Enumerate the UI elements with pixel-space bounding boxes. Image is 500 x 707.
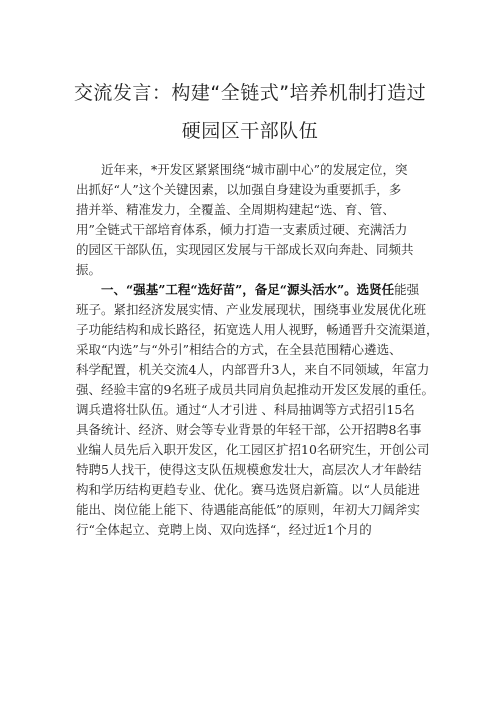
document-title-line-1: 交流发言：构建“全链式”培养机制打造过 xyxy=(73,82,427,104)
intro-line: 用”全链式干部培育体系，倾力打造一支素质过硬、充满活力 xyxy=(76,222,408,237)
document-body xyxy=(76,160,439,540)
section-1-line: 具备统计、经济、财会等专业背景的年轻干部，公开招聘8名事 xyxy=(76,422,422,437)
intro-line: 的园区干部队伍，实现园区发展与干部成长双向奔赴、同频共 xyxy=(76,242,414,257)
intro-line: 出抓好“人”这个关键因素，以加强自身建设为重要抓手，多 xyxy=(76,182,402,197)
section-1-heading-line xyxy=(76,280,431,300)
section-1-line: 采取“内选”与“外引”相结合的方式，在全县范围精心遴选、 xyxy=(76,342,402,357)
section-1-line: 业编人员先后入职开发区，化工园区扩招10名研究生，开创公司 xyxy=(76,442,430,457)
section-1-heading: 一、“强基”工程“选好苗”，备足“源头活水”。选贤任 xyxy=(76,282,395,297)
section-1-line: 构和学历结构更趋专业、优化。赛马选贤启新篇。以“人员能进 xyxy=(76,482,420,497)
intro-line: 措并举、精准发力，全覆盖、全周期构建起“选、育、管、 xyxy=(76,202,395,217)
intro-line: 振。 xyxy=(76,262,102,277)
intro-line: 近年来，*开发区紧紧围绕“城市副中心”的发展定位，突 xyxy=(76,162,408,177)
section-1-line: 调兵遣将壮队伍。通过“人才引进 、科局抽调等方式招引15名 xyxy=(76,402,415,417)
section-1-line: 行“全体起立、竞聘上岗、双向选择“，经过近1个月的 xyxy=(76,522,372,537)
document-title-line-2: 硬园区干部队伍 xyxy=(181,120,319,142)
section-1-heading-tail: 能强 xyxy=(394,282,420,297)
section-1-line: 特聘5人找干，使得这支队伍规模愈发壮大，高层次人才年龄结 xyxy=(76,462,422,477)
section-1-line: 班子。紧扣经济发展实情、产业发展现状，围绕事业发展优化班 xyxy=(76,302,427,317)
section-1-line: 子功能结构和成长路径，拓宽选人用人视野，畅通晋升交流渠道， xyxy=(76,322,439,337)
section-1-line: 能出、岗位能上能下、待遇能高能低”的原则，年初大刀阔斧实 xyxy=(76,502,420,517)
section-1-line: 强、经验丰富的9名班子成员共同肩负起推动开发区发展的重任。 xyxy=(76,382,434,397)
section-1-line: 科学配置，机关交流4人，内部晋升3人，来自不同领域，年富力 xyxy=(76,362,430,377)
